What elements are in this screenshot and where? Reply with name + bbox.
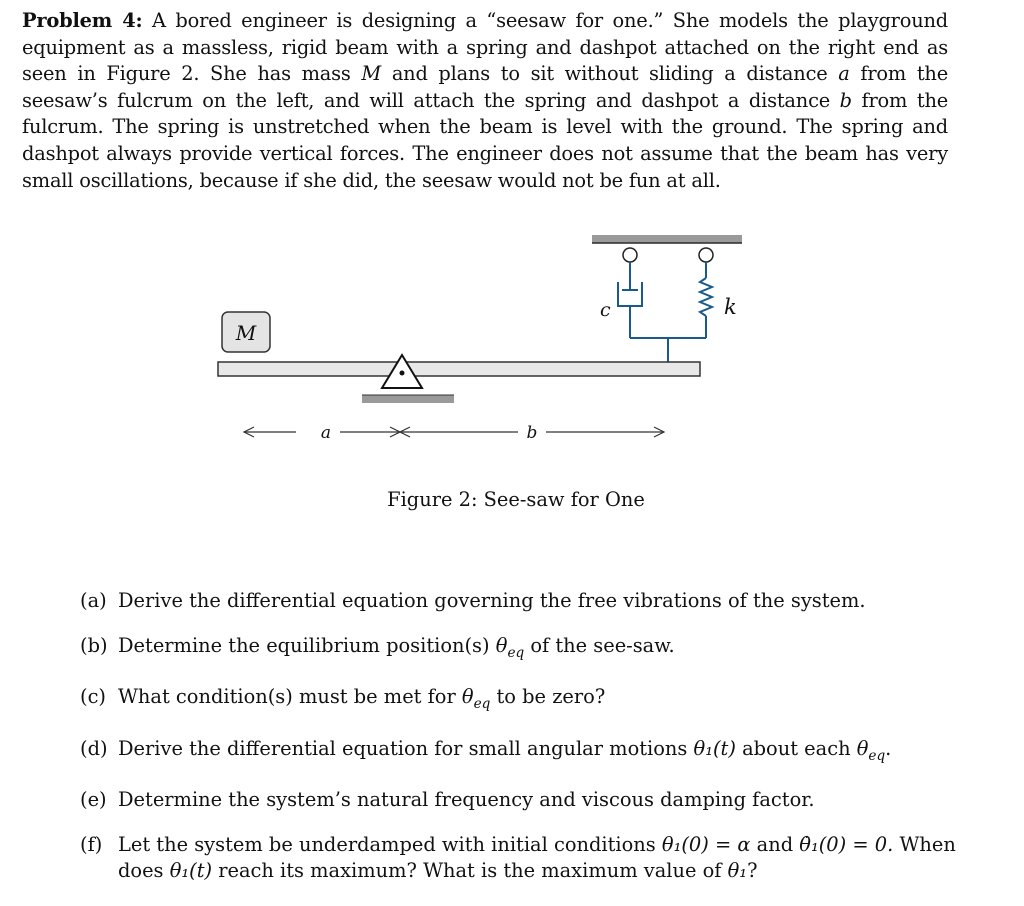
figure-caption: Figure 2: See-saw for One bbox=[387, 488, 645, 511]
part-a bbox=[80, 588, 960, 615]
fulcrum-pin bbox=[400, 371, 405, 376]
initial-condition-1: θ₁(0) = α bbox=[661, 832, 751, 856]
problem-label: Problem 4: bbox=[22, 9, 143, 32]
part-text-pre: Derive the differential equation for small angular motions bbox=[118, 736, 688, 760]
beam bbox=[218, 362, 700, 376]
spring-top-pin bbox=[699, 248, 713, 262]
theta-symbol: θ bbox=[461, 685, 474, 709]
part-tag: (c) bbox=[80, 685, 106, 709]
part-f bbox=[80, 832, 960, 885]
part-text: Derive the differential equation governing the free vibrations of the system. bbox=[118, 589, 866, 612]
part-text-pre: What condition(s) must be met for bbox=[118, 685, 456, 709]
damper-top-pin bbox=[623, 248, 637, 262]
part-tag: (b) bbox=[80, 633, 108, 657]
theta-symbol: θ bbox=[495, 633, 508, 657]
theta-subscript: eq bbox=[507, 644, 525, 661]
part-d bbox=[80, 736, 960, 769]
problem-statement bbox=[22, 8, 948, 194]
part-text-end: ? bbox=[747, 859, 758, 883]
theta1-expression: θ₁(t) bbox=[693, 736, 736, 760]
question-parts bbox=[80, 588, 960, 903]
part-tag: (a) bbox=[80, 589, 107, 612]
part-tag: (e) bbox=[80, 788, 107, 811]
problem-text-1: A bored engineer is designing a “seesaw for one.” She models the playground equipment as a massless, rigid beam with a spring and dashpot attached on the right end as seen in Figure 2. She has mass bbox=[22, 9, 948, 86]
damper-label: c bbox=[600, 299, 611, 321]
initial-condition-2: θ̇₁(0) = 0. bbox=[799, 832, 894, 856]
mass-label: M bbox=[235, 321, 257, 345]
seesaw-figure bbox=[200, 220, 760, 460]
part-text-pre: Let the system be underdamped with initial conditions bbox=[118, 832, 656, 856]
var-M: M bbox=[361, 62, 382, 86]
dim-b-label: b bbox=[526, 423, 538, 443]
dim-a-label: a bbox=[320, 423, 332, 443]
part-text-post: to be zero? bbox=[496, 685, 606, 709]
theta1-symbol: θ₁ bbox=[727, 859, 748, 883]
part-text-mid: about each bbox=[742, 736, 851, 760]
part-text-post: of the see-saw. bbox=[530, 633, 675, 657]
part-tag: (d) bbox=[80, 736, 108, 760]
var-a: a bbox=[838, 62, 850, 86]
part-text-mid: and bbox=[756, 832, 794, 856]
part-text-pre: Determine the equilibrium position(s) bbox=[118, 633, 490, 657]
part-tag: (f) bbox=[80, 832, 103, 856]
problem-text-4: from the fulcrum. The spring is unstretched when the beam is level with the ground. The spring and dashpot always provide vertical forces. The engineer does not assume that the beam has very small oscillations, because if she did, the seesaw would not be fun at all. bbox=[22, 88, 949, 192]
part-c bbox=[80, 684, 960, 717]
part-e bbox=[80, 787, 960, 814]
part-text-post: When does bbox=[118, 832, 956, 883]
ground bbox=[362, 395, 454, 403]
spring bbox=[700, 262, 712, 338]
theta1-expression: θ₁(t) bbox=[169, 859, 213, 883]
part-text-post2: reach its maximum? What is the maximum value of bbox=[218, 859, 722, 883]
part-b bbox=[80, 633, 960, 666]
dashpot bbox=[618, 262, 642, 338]
part-text: Determine the system’s natural frequency and viscous damping factor. bbox=[118, 788, 815, 811]
theta-subscript: eq bbox=[868, 747, 886, 764]
var-b: b bbox=[839, 88, 852, 112]
spring-label: k bbox=[724, 295, 737, 319]
theta-subscript: eq bbox=[473, 695, 491, 712]
theta-symbol: θ bbox=[856, 736, 869, 760]
problem-text-2: and plans to sit without sliding a distance bbox=[391, 62, 828, 86]
problem-text-3: from the seesaw’s fulcrum on the left, and will attach the spring and dashpot a distance bbox=[22, 62, 948, 112]
part-text-post: . bbox=[885, 736, 892, 760]
ceiling bbox=[592, 235, 742, 243]
